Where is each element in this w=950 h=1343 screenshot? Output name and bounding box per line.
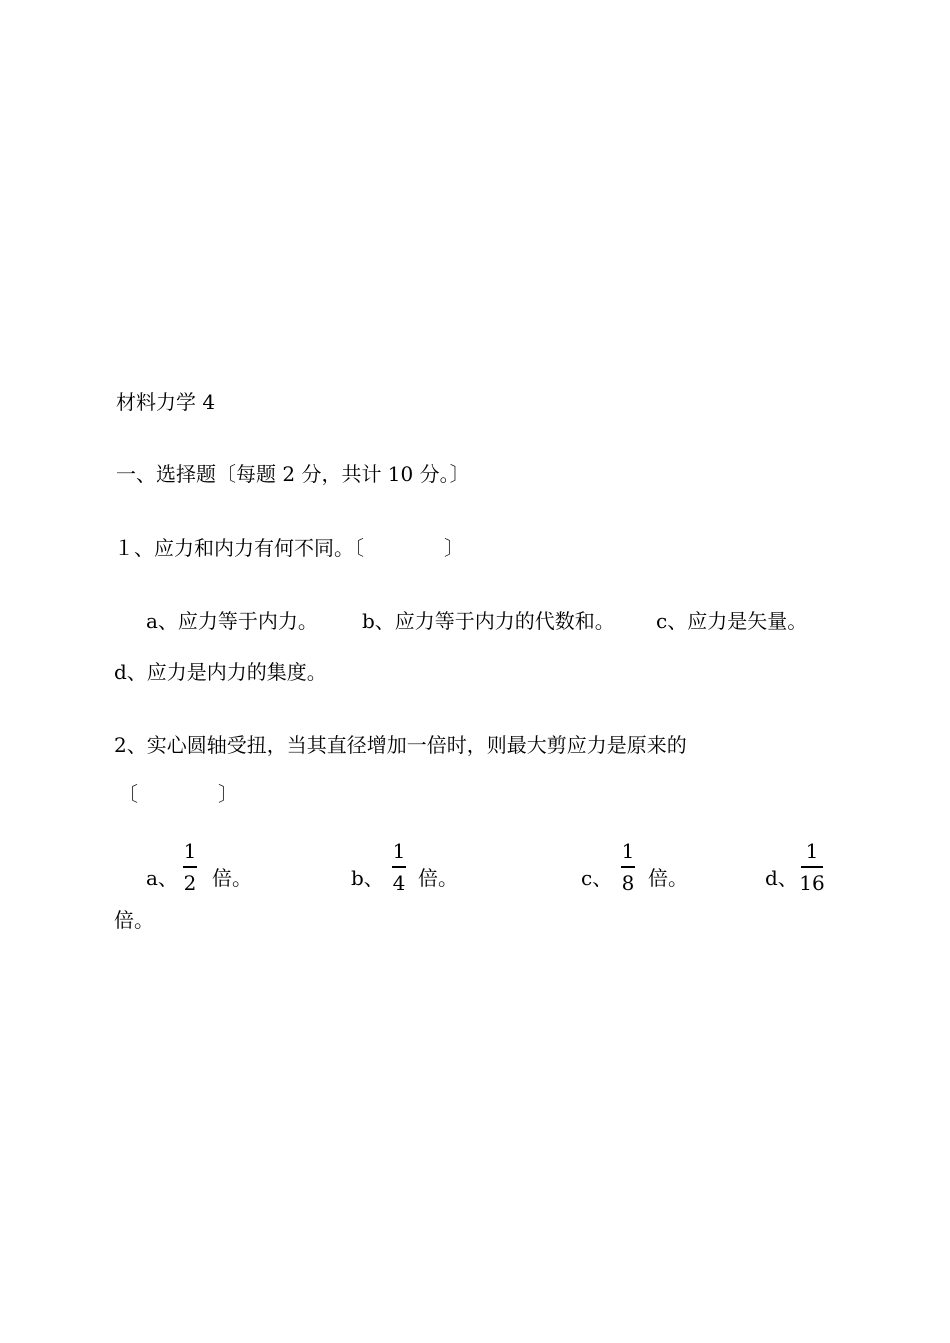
- fraction-bar: [621, 866, 635, 868]
- fraction-denominator: 16: [799, 871, 825, 895]
- question-2-option-a-suffix: 倍。: [212, 866, 252, 890]
- section-heading: 一、选择题〔每题 2 分，共计 10 分。〕: [116, 462, 470, 486]
- fraction-numerator: 1: [183, 839, 197, 863]
- question-2-option-c-fraction: [613, 840, 643, 894]
- question-2-option-b-letter: b、: [351, 866, 384, 890]
- fraction-bar: [392, 866, 406, 868]
- fraction-numerator: 1: [621, 839, 635, 863]
- question-1-option-c: c、应力是矢量。: [656, 609, 808, 633]
- question-2-option-a-fraction: [175, 840, 205, 894]
- question-2-option-b-suffix: 倍。: [418, 866, 458, 890]
- fraction-denominator: 8: [621, 871, 635, 895]
- question-2-option-c-letter: c、: [581, 866, 613, 890]
- fraction-bar: [183, 866, 197, 868]
- fraction-denominator: 4: [392, 871, 406, 895]
- question-2-bracket: 〔 〕: [118, 782, 238, 806]
- fraction-numerator: 1: [392, 839, 406, 863]
- question-2-stem: 2、实心圆轴受扭，当其直径增加一倍时，则最大剪应力是原来的: [114, 733, 687, 757]
- question-2-option-b-fraction: [384, 840, 414, 894]
- question-2-option-d-letter: d、: [765, 866, 798, 890]
- question-2-option-d-suffix: 倍。: [114, 908, 154, 932]
- question-2-option-c-suffix: 倍。: [648, 866, 688, 890]
- question-2-option-d-fraction: [797, 840, 827, 894]
- question-1-option-a: a、应力等于内力。: [146, 609, 318, 633]
- question-2-option-a-letter: a、: [146, 866, 178, 890]
- question-1-option-d: d、应力是内力的集度。: [114, 660, 327, 684]
- question-1-option-b: b、应力等于内力的代数和。: [362, 609, 615, 633]
- doc-title: 材料力学 4: [116, 390, 216, 414]
- question-1-stem: １、应力和内力有何不同。〔 〕: [114, 536, 464, 560]
- fraction-denominator: 2: [183, 871, 197, 895]
- fraction-bar: [801, 866, 823, 868]
- fraction-numerator: 1: [805, 839, 819, 863]
